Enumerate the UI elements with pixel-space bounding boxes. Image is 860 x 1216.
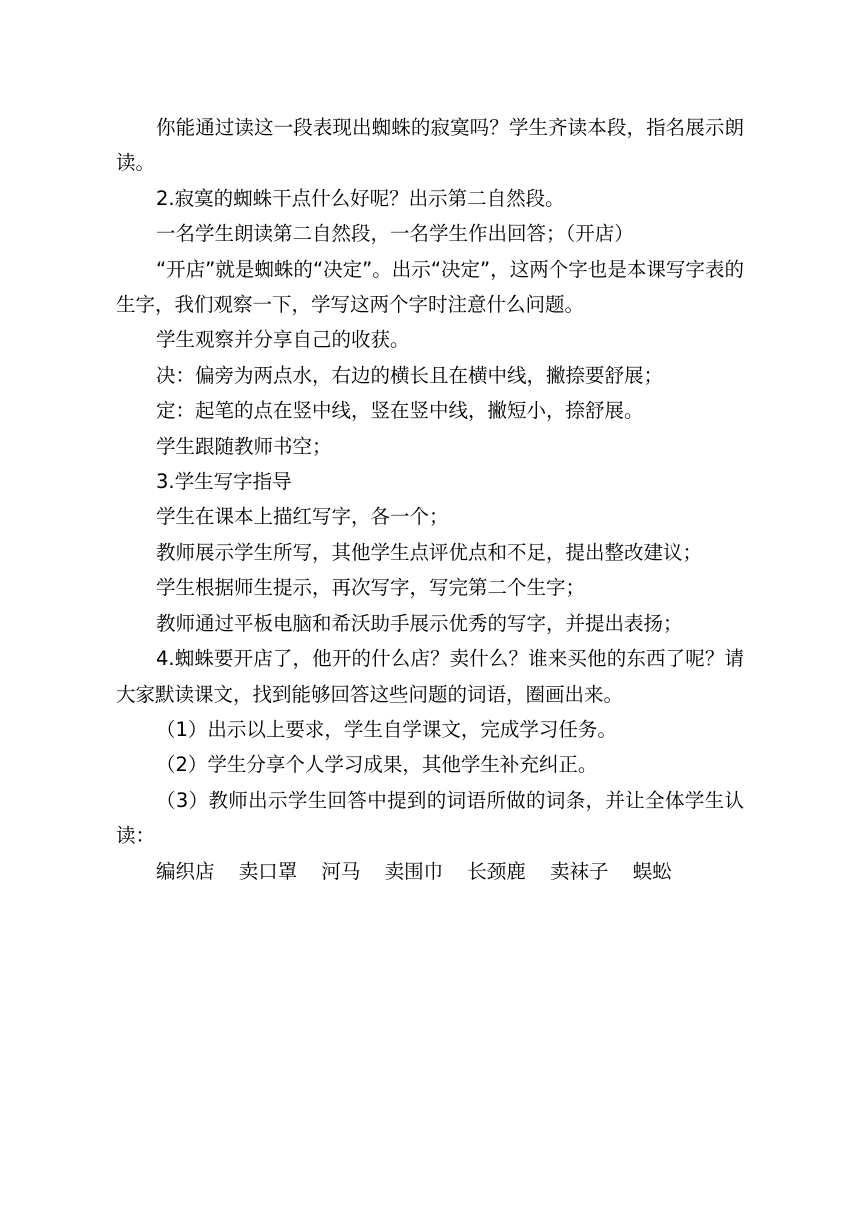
paragraph: 学生根据师生提示，再次写字，写完第二个生字； <box>156 576 586 600</box>
paragraph: （2）学生分享个人学习成果，其他学生补充纠正。 <box>156 753 598 777</box>
paragraph: 学生观察并分享自己的收获。 <box>156 328 410 352</box>
paragraph: 教师展示学生所写，其他学生点评优点和不足，提出整改建议； <box>156 540 703 564</box>
paragraph: 决：偏旁为两点水，右边的横长且在横中线，撇捺要舒展； <box>156 363 664 387</box>
paragraph: 定：起笔的点在竖中线，竖在竖中线，撇短小，捺舒展。 <box>156 399 644 423</box>
paragraph: 教师通过平板电脑和希沃助手展示优秀的写字，并提出表扬； <box>156 611 683 635</box>
paragraph: 4.蜘蛛要开店了，他开的什么店？卖什么？谁来买他的东西了呢？请大家默读课文，找到能够回答这些问题的词语，圈画出来。 <box>116 647 744 706</box>
paragraph: 3.学生写字指导 <box>156 470 292 494</box>
word-list: 编织店 卖口罩 河马 卖围巾 长颈鹿 卖袜子 蜈蚣 <box>156 859 672 883</box>
body-text <box>116 110 744 889</box>
paragraph: 2.寂寞的蜘蛛干点什么好呢？出示第二自然段。 <box>156 186 565 210</box>
paragraph: “开店”就是蜘蛛的“决定”。出示“决定”，这两个字也是本课写字表的生字，我们观察一下，学写这两个字时注意什么问题。 <box>116 257 744 317</box>
paragraph: 学生在课本上描红写字，各一个； <box>156 505 449 529</box>
paragraph: （3）教师出示学生回答中提到的词语所做的词条，并让全体学生认读： <box>116 788 744 848</box>
paragraph: （1）出示以上要求，学生自学课文，完成学习任务。 <box>156 717 617 741</box>
paragraph: 一名学生朗读第二自然段，一名学生作出回答；（开店） <box>156 222 634 246</box>
paragraph: 学生跟随教师书空； <box>156 434 332 458</box>
paragraph: 你能通过读这一段表现出蜘蛛的寂寞吗？学生齐读本段，指名展示朗读。 <box>116 116 744 175</box>
